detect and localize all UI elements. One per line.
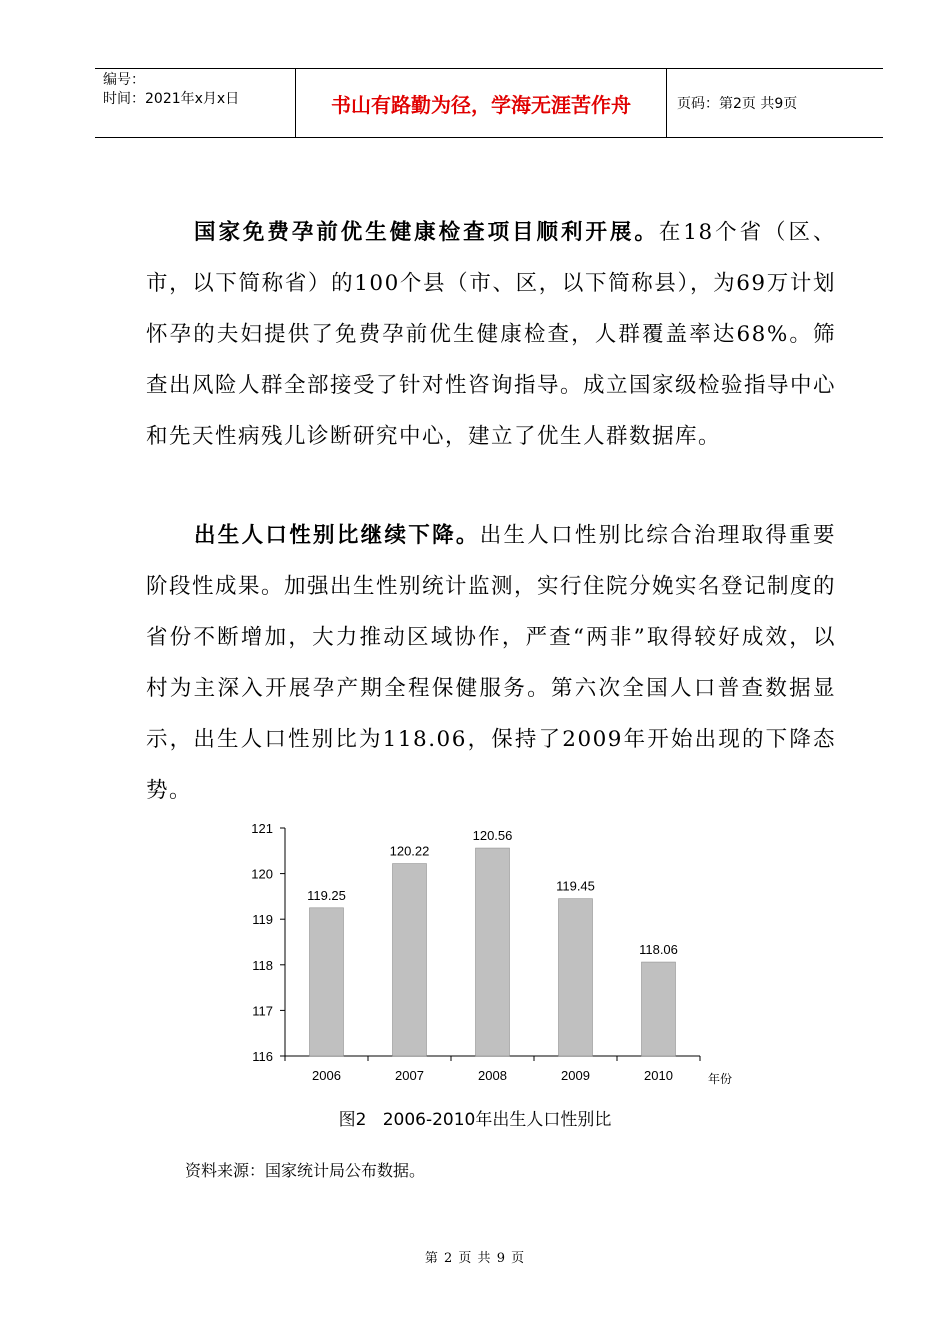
sex-ratio-bar-chart bbox=[230, 815, 750, 1095]
data-label-2009: 119.45 bbox=[556, 878, 595, 894]
y-tick-label: 119 bbox=[252, 912, 273, 928]
x-tick-label-2006: 2006 bbox=[312, 1068, 341, 1083]
data-source: 资料来源：国家统计局公布数据。 bbox=[185, 1161, 426, 1180]
header-meta bbox=[95, 69, 295, 137]
document-time: 时间：2021年x月x日 bbox=[103, 91, 240, 107]
paragraph-1-text: 在18个省（区、市，以下简称省）的100个县（市、区，以下简称县），为69万计划怀孕的夫妇提供了免费孕前优生健康检查，人群覆盖率达68%。筛查出风险人群全部接受了针对性咨询指导。成立国家级检验指导中心和先天性病残儿诊断研究中心，建立了优生人群数据库。 bbox=[146, 220, 837, 449]
data-label-2010: 118.06 bbox=[639, 942, 678, 958]
bar-2010 bbox=[642, 962, 676, 1056]
bar-2009 bbox=[559, 899, 593, 1056]
header-page-number: 页码：第2页 共9页 bbox=[677, 96, 798, 112]
x-tick-label-2008: 2008 bbox=[478, 1068, 507, 1083]
header-motto: 书山有路勤为径，学海无涯苦作舟 bbox=[295, 69, 667, 137]
x-axis-label: 年份 bbox=[708, 1072, 733, 1086]
document-header bbox=[95, 68, 883, 138]
paragraph-2-text: 出生人口性别比综合治理取得重要阶段性成果。加强出生性别统计监测，实行住院分娩实名登记制度的省份不断增加，大力推动区域协作，严查“两非”取得较好成效，以村为主深入开展孕产期全程保健服务。第六次全国人口普查数据显示，出生人口性别比为118.06，保持了2009年开始出现的下降态势。 bbox=[146, 523, 837, 803]
figure-title: 2006-2010年出生人口性别比 bbox=[382, 1110, 612, 1130]
x-tick-label-2007: 2007 bbox=[395, 1068, 424, 1083]
paragraph-1-lead: 国家免费孕前优生健康检查项目顺利开展。 bbox=[194, 220, 659, 245]
figure-caption bbox=[0, 1105, 950, 1130]
data-label-2006: 119.25 bbox=[307, 887, 346, 903]
paragraph-2 bbox=[146, 510, 836, 816]
document-number: 编号： bbox=[103, 72, 145, 88]
figure-number: 图2 bbox=[338, 1110, 367, 1130]
y-tick-label: 121 bbox=[251, 821, 273, 836]
y-tick-label: 116 bbox=[252, 1049, 273, 1064]
y-tick-label: 118 bbox=[252, 957, 273, 973]
data-label-2008: 120.56 bbox=[472, 828, 513, 844]
bar-2008 bbox=[476, 848, 510, 1056]
x-tick-label-2009: 2009 bbox=[561, 1068, 590, 1083]
data-label-2007: 120.22 bbox=[389, 843, 430, 859]
bar-2007 bbox=[393, 864, 427, 1056]
page-footer: 第 2 页 共 9 页 bbox=[424, 1251, 526, 1266]
paragraph-1 bbox=[146, 207, 836, 462]
bar-2006 bbox=[310, 908, 344, 1056]
y-tick-label: 117 bbox=[252, 1003, 273, 1019]
y-tick-label: 120 bbox=[251, 866, 273, 882]
x-tick-label-2010: 2010 bbox=[644, 1068, 673, 1083]
paragraph-2-lead: 出生人口性别比继续下降。 bbox=[194, 523, 480, 548]
